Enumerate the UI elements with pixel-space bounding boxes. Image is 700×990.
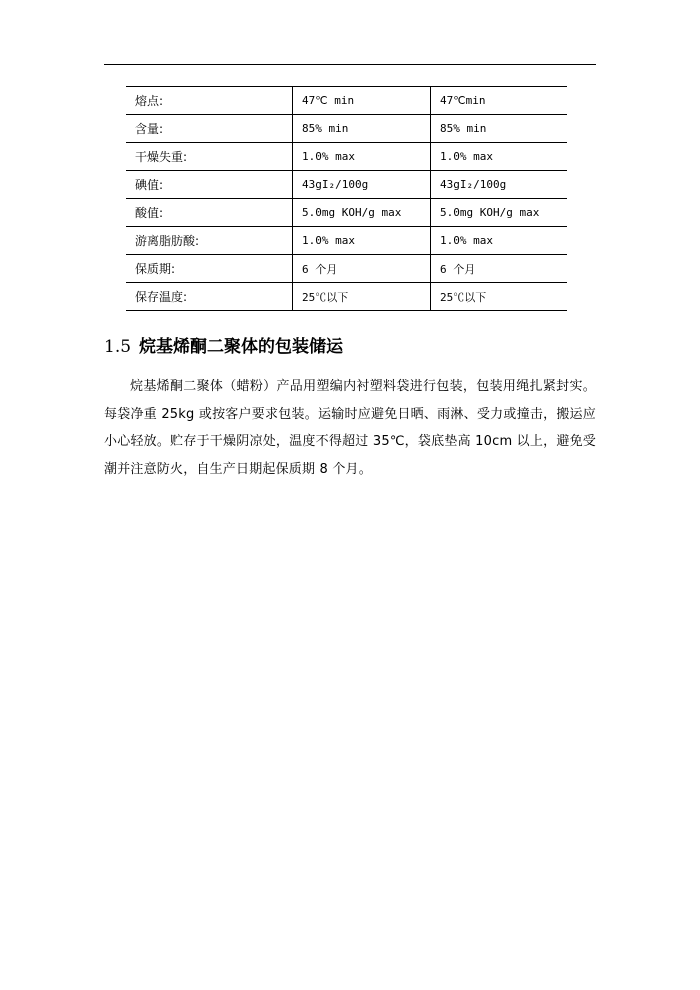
spec-value: 5.0mg KOH/g max	[293, 199, 431, 227]
table-row	[126, 199, 567, 227]
spec-value: 1.0% max	[293, 143, 431, 171]
body-paragraph: 烷基烯酮二聚体（蜡粉）产品用塑编内衬塑料袋进行包装，包装用绳扎紧封实。每袋净重 25kg 或按客户要求包装。运输时应避免日晒、雨淋、受力或撞击，搬运应小心轻放。贮存于干燥阴凉处，温度不得超过 35℃，袋底垫高 10cm 以上，避免受潮并注意防火，自生产日期起保质期 8 个月。	[104, 379, 596, 477]
spec-label: 熔点:	[126, 87, 293, 115]
spec-label: 保存温度:	[126, 283, 293, 311]
table-row	[126, 255, 567, 283]
spec-label: 干燥失重:	[126, 143, 293, 171]
table-row	[126, 171, 567, 199]
spec-value-alt: 25℃以下	[431, 283, 568, 311]
spec-value: 6 个月	[293, 255, 431, 283]
spec-label: 游离脂肪酸:	[126, 227, 293, 255]
spec-label: 碘值:	[126, 171, 293, 199]
spec-label: 酸值:	[126, 199, 293, 227]
section-title: 烷基烯酮二聚体的包装储运	[139, 337, 344, 357]
spec-value: 47℃ min	[293, 87, 431, 115]
section-number: 1.5	[104, 337, 132, 357]
spec-value-alt: 5.0mg KOH/g max	[431, 199, 568, 227]
table-row	[126, 283, 567, 311]
spec-value: 25℃以下	[293, 283, 431, 311]
spec-value-alt: 85% min	[431, 115, 568, 143]
spec-label: 保质期:	[126, 255, 293, 283]
table-row	[126, 87, 567, 115]
spec-value-alt: 1.0% max	[431, 143, 568, 171]
section-heading	[104, 332, 343, 357]
spec-value: 1.0% max	[293, 227, 431, 255]
spec-value-alt: 43gI₂/100g	[431, 171, 568, 199]
table-row	[126, 227, 567, 255]
header-rule	[104, 64, 596, 65]
spec-value: 43gI₂/100g	[293, 171, 431, 199]
spec-table	[126, 86, 567, 311]
spec-value-alt: 47℃min	[431, 87, 568, 115]
spec-label: 含量:	[126, 115, 293, 143]
spec-value: 85% min	[293, 115, 431, 143]
table-row	[126, 143, 567, 171]
spec-value-alt: 6 个月	[431, 255, 568, 283]
table-row	[126, 115, 567, 143]
spec-value-alt: 1.0% max	[431, 227, 568, 255]
